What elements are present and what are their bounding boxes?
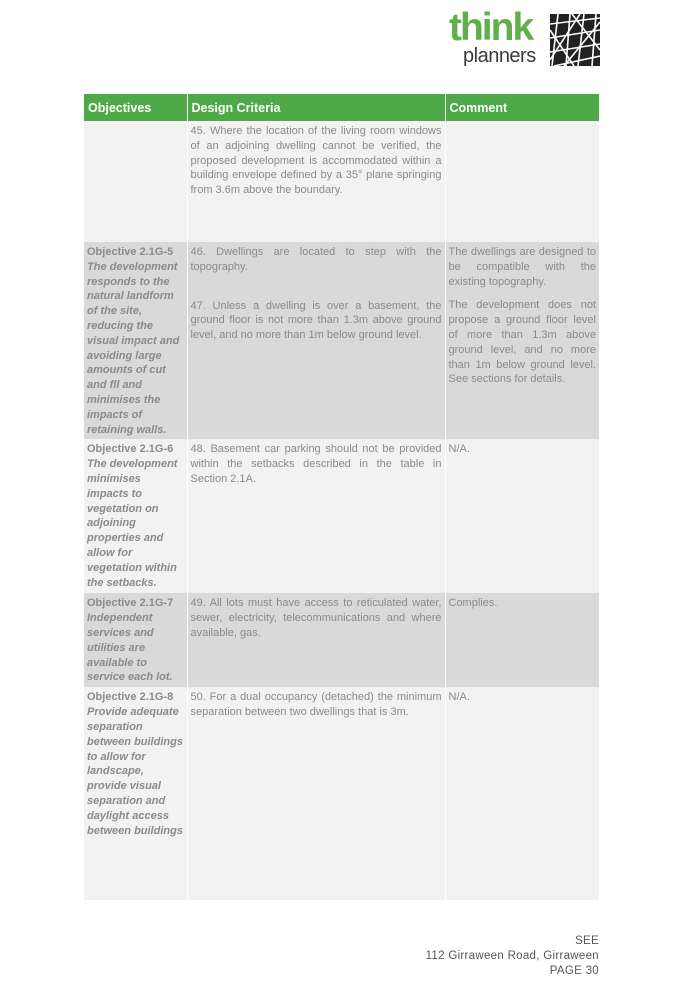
comment-cell [445,242,599,439]
criteria-text: 47. Unless a dwelling is over a basement, the ground floor is not more than 1.3m above ground level, and no more than 1m below ground level. [190,299,442,342]
table-row [84,121,599,242]
criteria-cell [187,242,445,439]
table-row [84,593,599,687]
logo-wordmark-planners: planners [463,45,536,67]
objective-text: The development minimises impacts to vegetation on adjoining properties and allow for vegetation within the setbacks. [87,458,178,589]
table-row [84,439,599,593]
page-footer [426,934,599,979]
comment-cell [445,439,599,593]
objective-id: Objective 2.1G-8 [87,691,174,704]
criteria-cell [187,439,445,593]
objective-id: Objective 2.1G-5 [87,246,174,258]
criteria-text: 45. Where the location of the living room windows of an adjoining dwelling cannot be verified, the proposed development is accommodated within a building envelope defined by a 35° plane springing from 3.6m above the boundary. [190,125,442,197]
objective-cell [84,687,187,900]
criteria-text: 48. Basement car parking should not be provided within the setbacks described in the table in Section 2.1A. [190,443,442,485]
comment-cell [445,593,599,687]
page-number: PAGE 30 [549,965,599,977]
footer-see: SEE [575,935,599,947]
objective-text: Provide adequate separation between buildings to allow for landscape, provide visual separation and daylight access between buildings [87,706,183,837]
objective-text: The development responds to the natural landform of the site, reducing the visual impact and avoiding large amounts of cut and fll and minimises the impacts of retaining walls. [87,260,180,436]
think-planners-logo [449,6,601,70]
comment-text: Complies. [448,597,498,610]
criteria-cell [187,121,445,242]
table-row [84,242,599,439]
comment-text: N/A. [448,691,470,704]
footer-address: 112 Girraween Road, Girraween [425,950,599,962]
comment-cell [445,121,599,242]
comment-cell [445,687,599,900]
table-row [84,687,599,900]
table-header-row [84,94,599,121]
criteria-text: 49. All lots must have access to reticulated water, sewer, electricity, telecommunications and where available, gas. [190,597,442,639]
header-comment: Comment [445,94,599,121]
objective-text: Independent services and utilities are available to service each lot. [87,612,173,684]
header-objectives: Objectives [84,94,187,121]
criteria-cell [187,593,445,687]
objective-cell [84,593,187,687]
comment-text: N/A. [448,443,470,456]
comment-text: The dwellings are designed to be compatible with the existing topography. [448,246,596,288]
criteria-text: 46. Dwellings are located to step with the topography. [190,246,442,273]
street-map-icon [550,14,600,66]
objective-cell [84,121,187,242]
logo-wordmark-think: think [449,6,533,49]
header-design-criteria: Design Criteria [187,94,445,121]
objective-cell [84,242,187,439]
comment-text: The development does not propose a ground floor level of more than 1.3m above ground level, and no more than 1m below ground level. See sections for details. [448,299,596,386]
objective-cell [84,439,187,593]
design-criteria-table [84,94,599,900]
objective-id: Objective 2.1G-6 [87,443,174,456]
objective-id: Objective 2.1G-7 [87,597,174,610]
criteria-text: 50. For a dual occupancy (detached) the minimum separation between two dwellings that is 3m. [190,691,442,719]
criteria-cell [187,687,445,900]
